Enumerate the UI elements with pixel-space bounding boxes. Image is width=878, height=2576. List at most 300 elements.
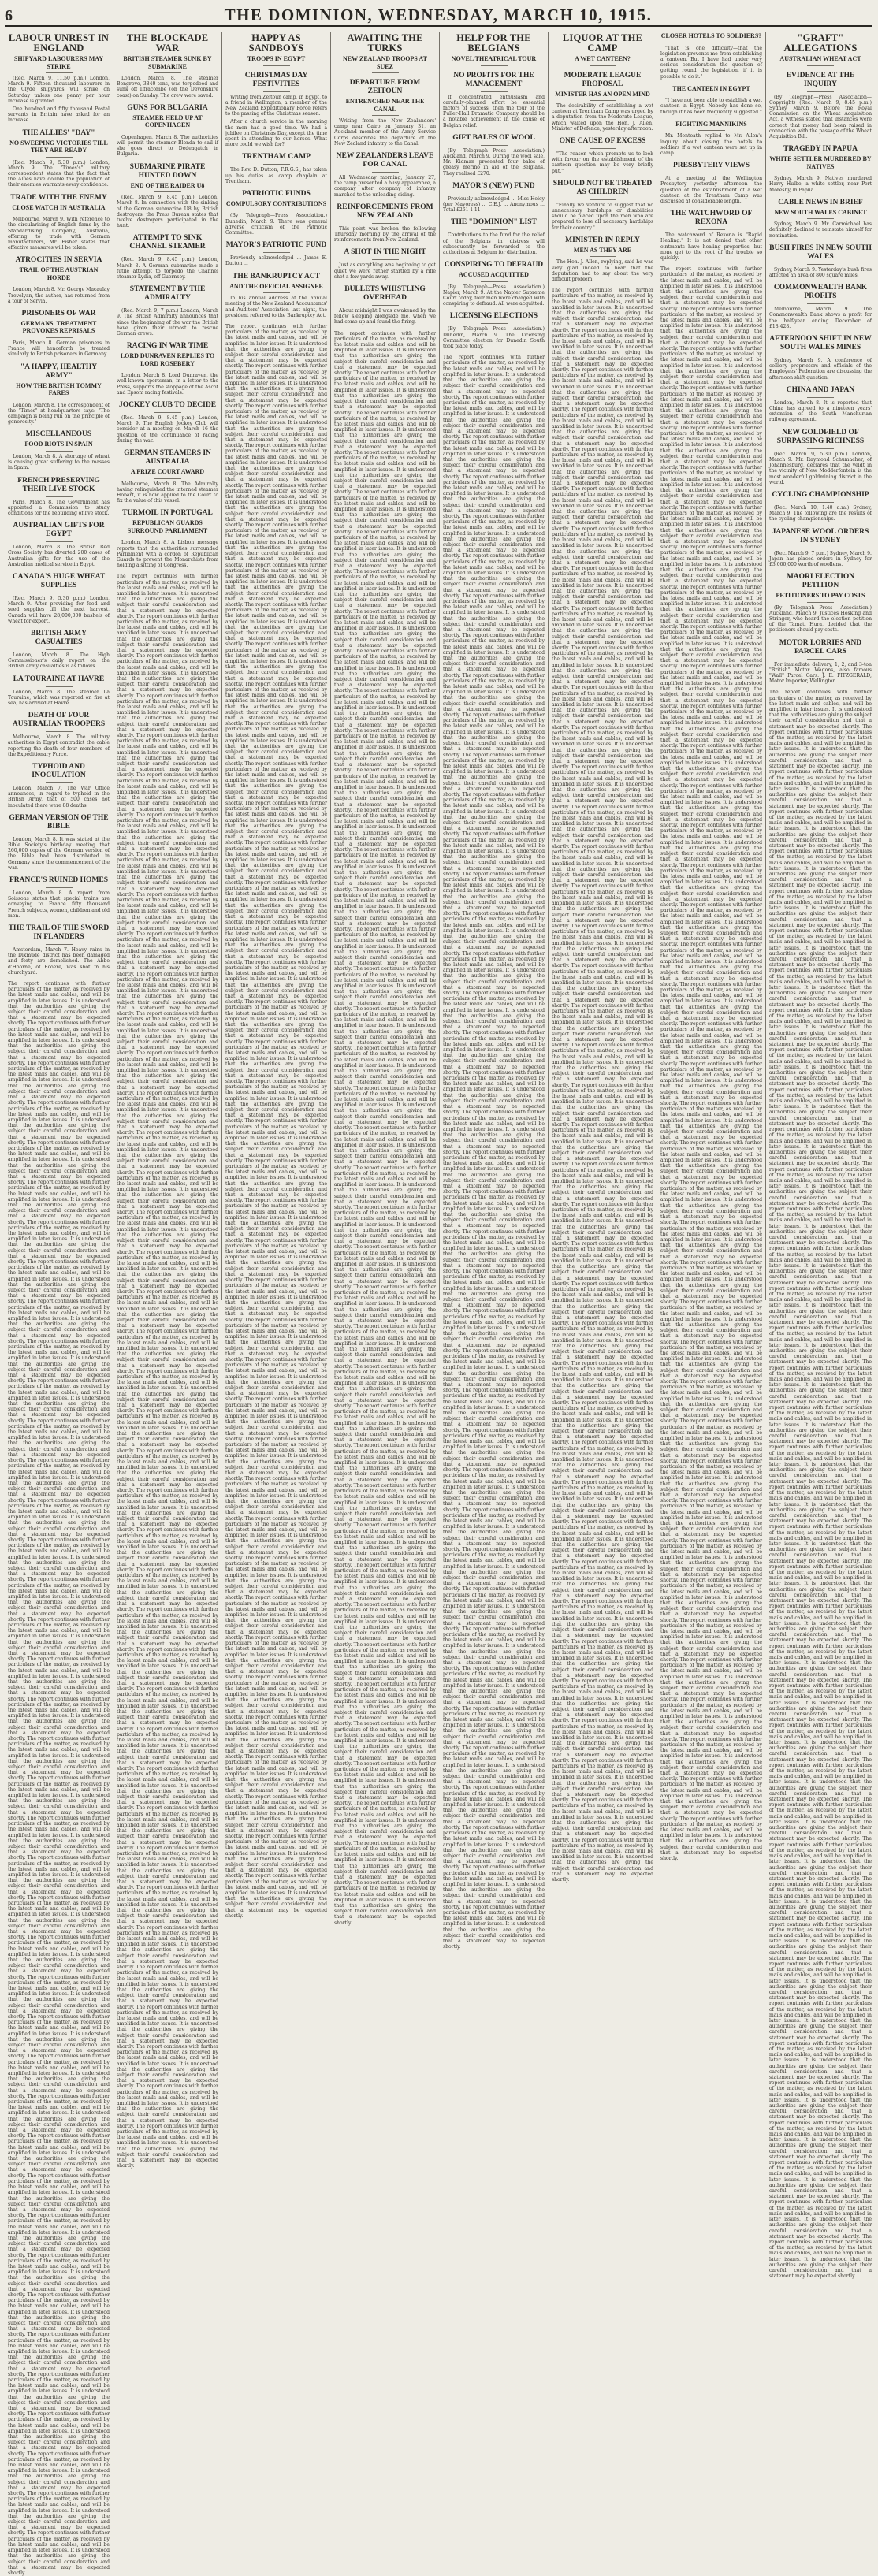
- article: [225, 190, 327, 236]
- column-2: [113, 32, 222, 2169]
- article: [8, 924, 110, 976]
- headline-rule: [481, 91, 508, 92]
- article-subhead: ENTRENCHED NEAR THE CANAL: [345, 98, 425, 113]
- article-paragraph: This point was broken the following Thursday morning by the arrival of the reinforcements from New Zealand.: [334, 225, 436, 243]
- article: [660, 162, 762, 204]
- headline-rule: [590, 256, 616, 257]
- headline-rule: [46, 686, 73, 687]
- article: [660, 121, 762, 156]
- article: [769, 284, 872, 329]
- article-subhead: TROOPS IN EGYPT: [247, 55, 306, 62]
- article-paragraph: The Rev. D. Dutton, F.R.G.S., has taken up his duties as camp chaplain at Trentham.: [225, 167, 327, 184]
- article: [769, 335, 872, 381]
- article: [769, 528, 872, 568]
- article-headline: NEW ZEALANDERS LEAVE FOR CANAL: [336, 152, 434, 169]
- article-headline: REINFORCEMENTS FROM NEW ZEALAND: [337, 203, 433, 220]
- article: [443, 261, 545, 307]
- article-paragraph: (By Telegraph—Press Association.) Auckland, March 9. During the wool sale, Mr. Kidman presented four bales of greasy merino in aid of the Belgians. They realised £270.: [443, 147, 545, 177]
- article-headline: TRENTHAM CAMP: [242, 153, 311, 162]
- article-subhead: END OF THE RAIDER U8: [130, 181, 205, 189]
- headline-rule: [481, 281, 508, 282]
- article: [769, 199, 872, 239]
- article-paragraph: Paris, March 8. The Government has appointed a Commission to study conditions for the rebuilding of live stock.: [8, 499, 110, 516]
- article-paragraph: (Rec. March 9, 7 p.m.) London, March 9. The British Admiralty announces that since the beginning of the war the British have given their utmost to rescue German crews.: [117, 308, 218, 336]
- article-paragraph: The Hon. J. Allen, replying, said he was very glad indeed to hear that the deputation had to say about the very difficult problem.: [552, 259, 653, 282]
- headline-rule: [263, 164, 290, 165]
- article: [334, 285, 436, 325]
- headline-rule: [807, 397, 834, 398]
- article-paragraph: London, March 8. A Lisbon message reports that the authorities surrounded Parliament with a cordon of Republican Guards to prevent the Monarchists from holding a sitting of Congress.: [117, 540, 218, 569]
- article-headline: MISCELLANEOUS: [25, 430, 92, 439]
- headline-rule: [807, 264, 834, 265]
- headline-rule: [807, 502, 834, 503]
- headline-rule: [372, 259, 399, 260]
- headline-rule: [154, 305, 181, 306]
- headline-rule: [590, 199, 616, 200]
- article-headline: SUBMARINE PIRATE HUNTED DOWN: [129, 162, 206, 180]
- article: [8, 763, 110, 808]
- article-paragraph: "Finally we venture to suggest that no unnecessary hardships or disabilities should be placed upon the men who are prepared to lose all necessary hardships for their country.": [552, 202, 653, 231]
- article-headline: TRADE WITH THE ENEMY: [10, 193, 107, 202]
- article-headline: THE "DOMINION" LIST: [451, 218, 537, 227]
- article-subhead: MEN AS THEY ARE: [573, 246, 632, 254]
- article-subhead: PETITIONERS TO PAY COSTS: [776, 592, 865, 600]
- article: [225, 72, 327, 148]
- article: [8, 522, 110, 567]
- article: [769, 33, 872, 66]
- column-1: [5, 32, 113, 2576]
- article-headline: LIQUOR AT THE CAMP: [562, 32, 643, 54]
- headline-rule: [372, 305, 399, 306]
- article-paragraph: London, March 8. A shortage of wheat is causing great suffering to the masses in Spain.: [8, 453, 110, 471]
- article-headline: HELP FOR THE BELGIANS: [456, 32, 531, 54]
- article-headline: PRESBYTERY VIEWS: [672, 162, 750, 170]
- article-headline: ATROCITIES IN SERVIA: [15, 256, 102, 265]
- article-subhead: MINISTER HAS AN OPEN MIND: [555, 90, 650, 98]
- article: [117, 401, 218, 444]
- article-paragraph: Just as everything was beginning to get quiet we were rather startled by a rifle shot a few yards away.: [334, 262, 436, 280]
- body-text-filler: The report continues with further particulars of the matter, as received by the latest mails and cables, and will be amplified in later issues. It is understood that the authorities are giving the subject their careful consideration and that a statement may be expected shortly. The report continues with further particulars of the matter, as received by the latest mails and cables, and will be amplified in later issues. It is understood that the authorities are giving the subject their careful consideration and that a statement may be expected shortly. The report continues with further particulars of the matter, as received by the latest mails and cables, and will be amplified in later issues. It is understood that the authorities are giving the subject their careful consideration and that a statement may be expected shortly. The report continues with further particulars of the matter, as received by the latest mails and cables, and will be amplified in later issues. It is understood that the authorities are giving the subject their careful consideration and that a statement may be expected shortly. The report continues with further particulars of the matter, as received by the latest mails and cables, and will be amplified in later issues. It is understood that the authorities are giving the subject their careful consideration and that a statement may be expected shortly. The report continues with further particulars of the matter, as received by the latest mails and cables, and will be amplified in later issues. It is understood that the authorities are giving the subject their careful consideration and that a statement may be expected shortly. The report continues with further particulars of the matter, as received by the latest mails and cables, and will be amplified in later issues. It is understood that the authorities are giving the subject their careful consideration and that a statement may be expected shortly. The report continues with further particulars of the matter, as received by the latest mails and cables, and will be amplified in later issues. It is understood that the authorities are giving the subject their careful consideration and that a statement may be expected shortly. The report continues with further particulars of the matter, as received by the latest mails and cables, and will be amplified in later issues. It is understood that the authorities are giving the subject their careful consideration and that a statement may be expected shortly. The report continues with further particulars of the matter, as received by the latest mails and cables, and will be amplified in later issues. It is understood that the authorities are giving the subject their careful consideration and that a statement may be expected shortly. The report continues with further particulars of the matter, as received by the latest mails and cables, and will be amplified in later issues. It is understood that the authorities are giving the subject their careful consideration and that a statement may be expected shortly. The report continues with further particulars of the matter, as received by the latest mails and cables, and will be amplified in later issues. It is understood that the authorities are giving the subject their careful consideration and that a statement may be expected shortly. The report continues with further particulars of the matter, as received by the latest mails and cables, and will be amplified in later issues. It is understood that the authorities are giving the subject their careful consideration and that a statement may be expected shortly. The report continues with further particulars of the matter, as received by the latest mails and cables, and will be amplified in later issues. It is understood that the authorities are giving the subject their careful consideration and that a statement may be expected shortly. The report continues with further particulars of the matter, as received by the latest mails and cables, and will be amplified in later issues. It is understood that the authorities are giving the subject their careful consideration and that a statement may be expected shortly. The report continues with further particulars of the matter, as received by the latest mails and cables, and will be amplified in later issues. It is understood that the authorities are giving the subject their careful consideration and that a statement may be expected shortly. The report continues with further particulars of the matter, as received by the latest mails and cables, and will be amplified in later issues. It is understood that the authorities are giving the subject their careful consideration and that a statement may be expected shortly. The report continues with further particulars of the matter, as received by the latest mails and cables, and will be amplified in later issues. It is understood that the authorities are giving the subject their careful consideration and that a statement may be expected shortly. The report continues with further particulars of the matter, as received by the latest mails and cables, and will be amplified in later issues. It is understood that the authorities are giving the subject their careful consideration and that a statement may be expected shortly. The report continues with further particulars of the matter, as received by the latest mails and cables, and will be amplified in later issues. It is understood that the authorities are giving the subject their careful consideration and that a statement may be expected shortly. The report continues with further particulars of the matter, as received by the latest mails and cables, and will be amplified in later issues. It is understood that the authorities are giving the subject their careful consideration and that a statement may be expected shortly. The report continues with further particulars of the matter, as received by the latest mails and cables, and will be amplified in later issues. It is understood that the authorities are giving the subject their careful consideration and that a statement may be expected shortly. The report continues with further particulars of the matter, as received by the latest mails and cables, and will be amplified in later issues. It is understood that the authorities are giving the subject their careful consideration and that a statement may be expected shortly. The report continues with further particulars of the matter, as received by the latest mails and cables, and will be amplified in later issues. It is understood that the authorities are giving the subject their careful consideration and that a statement may be expected shortly. The report continues with further particulars of the matter, as received by the latest mails and cables, and will be amplified in later issues. It is understood that the authorities are giving the subject their careful consideration and that a statement may be expected shortly. The report continues with further particulars of the matter, as received by the latest mails and cables, and will be amplified in later issues. It is understood that the authorities are giving the subject their careful consideration and that a statement may be expected shortly. The report continues with further particulars of the matter, as received by the latest mails and cables, and will be amplified in later issues. It is understood that the authorities are giving the subject their careful consideration and that a statement may be expected shortly. The report continues with further particulars of the matter, as received by the latest mails and cables, and will be amplified in later issues. It is understood that the authorities are giving the subject their careful consideration and that a statement may be expected shortly. The report continues with further particulars of the matter, as received by the latest mails and cables, and will be amplified in later issues. It is understood that the authorities are giving the subject their careful consideration and that a statement may be expected shortly. The report continues with further particulars of the matter, as received by the latest mails and cables, and will be amplified in later issues. It is understood that the authorities are giving the subject their careful consideration and that a statement may be expected shortly. The report continues with further particulars of the matter, as received by the latest mails and cables, and will be amplified in later issues. It is understood that the authorities are giving the subject their careful consideration and that a statement may be expected shortly. The report continues with further particulars of the matter, as received by the latest mails and cables, and will be amplified in later issues. It is understood that the authorities are giving the subject their careful consideration and that a statement may be expected shortly. The report continues with further particulars of the matter, as received by the latest mails and cables, and will be amplified in later issues. It is understood that the authorities are giving the subject their careful consideration and that a statement may be expected shortly. The report continues with further particulars of the matter, as received by the latest mails and cables, and will be amplified in later issues. It is understood that the authorities are giving the subject their careful consideration and that a statement may be expected shortly. The report continues with further particulars of the matter, as received by the latest mails and cables, and will be amplified in later issues. It is understood that the authorities are giving the subject their careful consideration and that a statement may be expected shortly. The report continues with further particulars of the matter, as received by the latest mails and cables, and will be amplified in later issues. It is understood that the authorities are giving the subject their careful consideration and that a statement may be expected shortly. The report continues with further particulars of the matter, as received by the latest mails and cables, and will be amplified in later issues. It is understood that the authorities are giving the subject their careful consideration and that a statement may be expected shortly. The report continues with further particulars of the matter, as received by the latest mails and cables, and will be amplified in later issues. It is understood that the authorities are giving the subject their careful consideration and that a statement may be expected shortly. The report continues with further particulars of the matter, as received by the latest mails and cables, and will be amplified in later issues. It is understood that the authorities are giving the subject their careful consideration and that a statement may be expected shortly. The report continues with further particulars of the matter, as received by the latest mails and cables, and will be amplified in later issues. It is understood that the authorities are giving the subject their careful consideration and that a statement may be expected shortly.: [334, 330, 436, 1926]
- article-headline: STATEMENT BY THE ADMIRALTY: [129, 285, 206, 303]
- article: [552, 236, 653, 282]
- article-paragraph: (Rec. March 9, 8.45 p.m.) London, March 8. A German submarine made a futile attempt to torpedo the Channel steamer Lydia, off Guernsey.: [117, 257, 218, 280]
- article-headline: EVIDENCE AT THE INQUIRY: [786, 71, 855, 88]
- article-paragraph: London, March 7. The War Office announces, in regard to typhoid in the British Army, that of 500 cases not inoculated there were 88 deaths.: [8, 785, 110, 808]
- headline-rule: [807, 91, 834, 92]
- article: [443, 72, 545, 128]
- headline-rule: [481, 65, 508, 66]
- article-headline: NEW GOLDFIELD OF SURPASSING RICHNESS: [776, 428, 865, 445]
- headline-rule: [46, 782, 73, 783]
- article: [334, 248, 436, 280]
- article: [8, 430, 110, 470]
- article-paragraph: For immediate delivery, 1, 2, and 3-ton "British" Motor Wagons, also famous "Wall" Parcel Cars. J. E. FITZGERALD, Motor Importer, Wellington.: [769, 661, 872, 685]
- article-subhead: FIGHTING MANNIKINS: [675, 120, 747, 128]
- article-paragraph: About midnight I was awakened by the fellow sleeping alongside me, when we had come up and found the firing.: [334, 308, 436, 325]
- article: [8, 630, 110, 670]
- article-paragraph: London, March 8. The British Red Cross Society has diverted 200 cases of Australian gifts for the use of the Australian medical service in Egypt.: [8, 545, 110, 567]
- headline-rule: [698, 130, 725, 131]
- body-text-filler: The report continues with further particulars of the matter, as received by the latest mails and cables, and will be amplified in later issues. It is understood that the authorities are giving the subject their careful consideration and that a statement may be expected shortly. The report continues with further particulars of the matter, as received by the latest mails and cables, and will be amplified in later issues. It is understood that the authorities are giving the subject their careful consideration and that a statement may be expected shortly. The report continues with further particulars of the matter, as received by the latest mails and cables, and will be amplified in later issues. It is understood that the authorities are giving the subject their careful consideration and that a statement may be expected shortly. The report continues with further particulars of the matter, as received by the latest mails and cables, and will be amplified in later issues. It is understood that the authorities are giving the subject their careful consideration and that a statement may be expected shortly. The report continues with further particulars of the matter, as received by the latest mails and cables, and will be amplified in later issues. It is understood that the authorities are giving the subject their careful consideration and that a statement may be expected shortly. The report continues with further particulars of the matter, as received by the latest mails and cables, and will be amplified in later issues. It is understood that the authorities are giving the subject their careful consideration and that a statement may be expected shortly. The report continues with further particulars of the matter, as received by the latest mails and cables, and will be amplified in later issues. It is understood that the authorities are giving the subject their careful consideration and that a statement may be expected shortly. The report continues with further particulars of the matter, as received by the latest mails and cables, and will be amplified in later issues. It is understood that the authorities are giving the subject their careful consideration and that a statement may be expected shortly. The report continues with further particulars of the matter, as received by the latest mails and cables, and will be amplified in later issues. It is understood that the authorities are giving the subject their careful consideration and that a statement may be expected shortly. The report continues with further particulars of the matter, as received by the latest mails and cables, and will be amplified in later issues. It is understood that the authorities are giving the subject their careful consideration and that a statement may be expected shortly. The report continues with further particulars of the matter, as received by the latest mails and cables, and will be amplified in later issues. It is understood that the authorities are giving the subject their careful consideration and that a statement may be expected shortly. The report continues with further particulars of the matter, as received by the latest mails and cables, and will be amplified in later issues. It is understood that the authorities are giving the subject their careful consideration and that a statement may be expected shortly. The report continues with further particulars of the matter, as received by the latest mails and cables, and will be amplified in later issues. It is understood that the authorities are giving the subject their careful consideration and that a statement may be expected shortly. The report continues with further particulars of the matter, as received by the latest mails and cables, and will be amplified in later issues. It is understood that the authorities are giving the subject their careful consideration and that a statement may be expected shortly. The report continues with further particulars of the matter, as received by the latest mails and cables, and will be amplified in later issues. It is understood that the authorities are giving the subject their careful consideration and that a statement may be expected shortly. The report continues with further particulars of the matter, as received by the latest mails and cables, and will be amplified in later issues. It is understood that the authorities are giving the subject their careful consideration and that a statement may be expected shortly. The report continues with further particulars of the matter, as received by the latest mails and cables, and will be amplified in later issues. It is understood that the authorities are giving the subject their careful consideration and that a statement may be expected shortly. The report continues with further particulars of the matter, as received by the latest mails and cables, and will be amplified in later issues. It is understood that the authorities are giving the subject their careful consideration and that a statement may be expected shortly. The report continues with further particulars of the matter, as received by the latest mails and cables, and will be amplified in later issues. It is understood that the authorities are giving the subject their careful consideration and that a statement may be expected shortly. The report continues with further particulars of the matter, as received by the latest mails and cables, and will be amplified in later issues. It is understood that the authorities are giving the subject their careful consideration and that a statement may be expected shortly. The report continues with further particulars of the matter, as received by the latest mails and cables, and will be amplified in later issues. It is understood that the authorities are giving the subject their careful consideration and that a statement may be expected shortly. The report continues with further particulars of the matter, as received by the latest mails and cables, and will be amplified in later issues. It is understood that the authorities are giving the subject their careful consideration and that a statement may be expected shortly. The report continues with further particulars of the matter, as received by the latest mails and cables, and will be amplified in later issues. It is understood that the authorities are giving the subject their careful consideration and that a statement may be expected shortly. The report continues with further particulars of the matter, as received by the latest mails and cables, and will be amplified in later issues. It is understood that the authorities are giving the subject their careful consideration and that a statement may be expected shortly. The report continues with further particulars of the matter, as received by the latest mails and cables, and will be amplified in later issues. It is understood that the authorities are giving the subject their careful consideration and that a statement may be expected shortly. The report continues with further particulars of the matter, as received by the latest mails and cables, and will be amplified in later issues. It is understood that the authorities are giving the subject their careful consideration and that a statement may be expected shortly. The report continues with further particulars of the matter, as received by the latest mails and cables, and will be amplified in later issues. It is understood that the authorities are giving the subject their careful consideration and that a statement may be expected shortly. The report continues with further particulars of the matter, as received by the latest mails and cables, and will be amplified in later issues. It is understood that the authorities are giving the subject their careful consideration and that a statement may be expected shortly. The report continues with further particulars of the matter, as received by the latest mails and cables, and will be amplified in later issues. It is understood that the authorities are giving the subject their careful consideration and that a statement may be expected shortly. The report continues with further particulars of the matter, as received by the latest mails and cables, and will be amplified in later issues. It is understood that the authorities are giving the subject their careful consideration and that a statement may be expected shortly. The report continues with further particulars of the matter, as received by the latest mails and cables, and will be amplified in later issues. It is understood that the authorities are giving the subject their careful consideration and that a statement may be expected shortly. The report continues with further particulars of the matter, as received by the latest mails and cables, and will be amplified in later issues. It is understood that the authorities are giving the subject their careful consideration and that a statement may be expected shortly. The report continues with further particulars of the matter, as received by the latest mails and cables, and will be amplified in later issues. It is understood that the authorities are giving the subject their careful consideration and that a statement may be expected shortly. The report continues with further particulars of the matter, as received by the latest mails and cables, and will be amplified in later issues. It is understood that the authorities are giving the subject their careful consideration and that a statement may be expected shortly. The report continues with further particulars of the matter, as received by the latest mails and cables, and will be amplified in later issues. It is understood that the authorities are giving the subject their careful consideration and that a statement may be expected shortly. The report continues with further particulars of the matter, as received by the latest mails and cables, and will be amplified in later issues. It is understood that the authorities are giving the subject their careful consideration and that a statement may be expected shortly. The report continues with further particulars of the matter, as received by the latest mails and cables, and will be amplified in later issues. It is understood that the authorities are giving the subject their careful consideration and that a statement may be expected shortly. The report continues with further particulars of the matter, as received by the latest mails and cables, and will be amplified in later issues. It is understood that the authorities are giving the subject their careful consideration and that a statement may be expected shortly. The report continues with further particulars of the matter, as received by the latest mails and cables, and will be amplified in later issues. It is understood that the authorities are giving the subject their careful consideration and that a statement may be expected shortly. The report continues with further particulars of the matter, as received by the latest mails and cables, and will be amplified in later issues. It is understood that the authorities are giving the subject their careful consideration and that a statement may be expected shortly.: [117, 574, 218, 2169]
- article-subhead: REPUBLICAN GUARDS SURROUND PARLIAMENT: [127, 519, 208, 534]
- headline-rule: [263, 91, 290, 92]
- headline-rule: [154, 478, 181, 479]
- article-paragraph: (Rec. March 9, 5.30 p.m.) London, March 9. Mr. Raymond Schumacher, of Johannesburg, declares that the veldt in the vicinity of New Modderfontein is the most wonderful goldmining district in the world.: [769, 451, 872, 485]
- article-subhead: NO SWEEPING VICTORIES TILL THEY ARE READY: [9, 139, 108, 154]
- headline-rule: [481, 229, 508, 230]
- article: [225, 33, 327, 66]
- article-paragraph: (Rec. March 9, 5.30 p.m.) London, March 9. After providing for food and seed supplies till the next harvest, Canada will have 28,000,000 bushels of wheat for export.: [8, 595, 110, 624]
- headline-rule: [154, 72, 181, 73]
- article-subhead: ACCUSED ACQUITTED: [459, 271, 529, 279]
- headline-rule: [46, 649, 73, 650]
- article-paragraph: London, March 8. The correspondent of the "Times" at headquarters says: "The campaign is being run on the principle of generosity.": [8, 402, 110, 426]
- article-subhead: GERMANS' TREATMENT PROVOKES REPRISALS: [20, 319, 97, 335]
- headline-rule: [46, 451, 73, 452]
- headline-rule: [481, 323, 508, 324]
- article-headline: FRENCH PRESERVING THEIR LIVE STOCK: [17, 476, 100, 493]
- article-paragraph: London, March 8. It was stated at the Bible Society's birthday meeting that 260,000 copies of the German version of the Bible had been distributed in Germany since the commencement of the war.: [8, 836, 110, 871]
- article: [8, 675, 110, 707]
- article-headline: BUSH FIRES IN NEW SOUTH WALES: [769, 243, 872, 261]
- article-paragraph: (By Telegraph—Press Association.) Dunedin, March 9. There was general adverse criticism of the Patriotic Committee.: [225, 213, 327, 236]
- article: [117, 234, 218, 280]
- article-paragraph: London, March 8. The steamer La Touraine, which was reported on fire at sea, has arrived at Havre.: [8, 689, 110, 706]
- article: [8, 477, 110, 517]
- article-headline: CONSPIRING TO DEFRAUD: [444, 261, 544, 269]
- headline-rule: [46, 887, 73, 888]
- article: [660, 85, 762, 115]
- article-subhead: NOVEL THEATRICAL TOUR: [451, 55, 537, 62]
- article-headline: TYPHOID AND INOCULATION: [32, 762, 86, 779]
- article-paragraph: London, March 8. Lord Dunraven, the well-known sportsman, in a letter to the Press, supports the stoppage of the Ascot and Epsom racing festivals.: [117, 373, 218, 396]
- article-paragraph: At a meeting of the Wellington Presbytery yesterday afternoon the question of the establishment of a wet canteen at the Trentham Camp was discussed at considerable length.: [660, 176, 762, 204]
- article: [552, 33, 653, 66]
- headline-rule: [807, 65, 834, 66]
- article-headline: GIFT BALES OF WOOL: [452, 133, 535, 142]
- article-headline: LABOUR UNREST IN ENGLAND: [8, 32, 110, 54]
- article-paragraph: All Wednesday morning, January 27, the camp presented a busy appearance, a company after company of infantry marched to the unloading siding.: [334, 175, 436, 198]
- article: [552, 72, 653, 132]
- article-subhead: CLOSE WATCH IN AUSTRALIA: [12, 203, 106, 211]
- headline-rule: [46, 337, 73, 338]
- article-headline: GUNS FOR BULGARIA: [127, 103, 208, 112]
- article-paragraph: If concentrated enthusiasm and carefully-planned effort be essential factors of success, then the tour of the Fuller-Hall Dramatic Company should be a notable achievement in the cause of Belgian relief.: [443, 94, 545, 128]
- article-headline: "A HAPPY, HEALTHY ARMY": [20, 362, 98, 380]
- headline-rule: [372, 172, 399, 173]
- page-number: 6: [5, 7, 13, 24]
- article-paragraph: London, March 8. It is reported that China has agreed to a nineteen years' extension of the South Manchurian railway agreement.: [769, 400, 872, 423]
- article-subhead: WHITE SETTLER MURDERED BY NATIVES: [769, 155, 872, 170]
- article: [117, 285, 218, 336]
- headline-rule: [807, 303, 834, 304]
- article-paragraph: Sydney, March 9. Natives murdered Harry Hulbe, a white settler, near Port Moresby, in Papua.: [769, 176, 872, 193]
- article: [769, 491, 872, 522]
- article: [443, 218, 545, 255]
- headline-rule: [46, 496, 73, 497]
- article-headline: COMMONWEALTH BANK PROFITS: [773, 284, 868, 301]
- headline-rule: [481, 193, 508, 194]
- article: [117, 163, 218, 229]
- headline-rule: [590, 148, 616, 149]
- article-headline: GERMAN VERSION OF THE BIBLE: [9, 813, 109, 831]
- article-headline: MOTOR LORRIES AND PARCEL CARS: [779, 638, 862, 656]
- article: [225, 241, 327, 266]
- headline-rule: [372, 115, 399, 116]
- headline-rule: [698, 229, 725, 230]
- article-subhead: THE CANTEEN IN EGYPT: [672, 84, 750, 92]
- headline-rule: [46, 157, 73, 158]
- body-text-filler: The report continues with further particulars of the matter, as received by the latest mails and cables, and will be amplified in later issues. It is understood that the authorities are giving the subject their careful consideration and that a statement may be expected shortly. The report continues with further particulars of the matter, as received by the latest mails and cables, and will be amplified in later issues. It is understood that the authorities are giving the subject their careful consideration and that a statement may be expected shortly. The report continues with further particulars of the matter, as received by the latest mails and cables, and will be amplified in later issues. It is understood that the authorities are giving the subject their careful consideration and that a statement may be expected shortly. The report continues with further particulars of the matter, as received by the latest mails and cables, and will be amplified in later issues. It is understood that the authorities are giving the subject their careful consideration and that a statement may be expected shortly. The report continues with further particulars of the matter, as received by the latest mails and cables, and will be amplified in later issues. It is understood that the authorities are giving the subject their careful consideration and that a statement may be expected shortly. The report continues with further particulars of the matter, as received by the latest mails and cables, and will be amplified in later issues. It is understood that the authorities are giving the subject their careful consideration and that a statement may be expected shortly. The report continues with further particulars of the matter, as received by the latest mails and cables, and will be amplified in later issues. It is understood that the authorities are giving the subject their careful consideration and that a statement may be expected shortly. The report continues with further particulars of the matter, as received by the latest mails and cables, and will be amplified in later issues. It is understood that the authorities are giving the subject their careful consideration and that a statement may be expected shortly. The report continues with further particulars of the matter, as received by the latest mails and cables, and will be amplified in later issues. It is understood that the authorities are giving the subject their careful consideration and that a statement may be expected shortly. The report continues with further particulars of the matter, as received by the latest mails and cables, and will be amplified in later issues. It is understood that the authorities are giving the subject their careful consideration and that a statement may be expected shortly. The report continues with further particulars of the matter, as received by the latest mails and cables, and will be amplified in later issues. It is understood that the authorities are giving the subject their careful consideration and that a statement may be expected shortly. The report continues with further particulars of the matter, as received by the latest mails and cables, and will be amplified in later issues. It is understood that the authorities are giving the subject their careful consideration and that a statement may be expected shortly. The report continues with further particulars of the matter, as received by the latest mails and cables, and will be amplified in later issues. It is understood that the authorities are giving the subject their careful consideration and that a statement may be expected shortly. The report continues with further particulars of the matter, as received by the latest mails and cables, and will be amplified in later issues. It is understood that the authorities are giving the subject their careful consideration and that a statement may be expected shortly. The report continues with further particulars of the matter, as received by the latest mails and cables, and will be amplified in later issues. It is understood that the authorities are giving the subject their careful consideration and that a statement may be expected shortly. The report continues with further particulars of the matter, as received by the latest mails and cables, and will be amplified in later issues. It is understood that the authorities are giving the subject their careful consideration and that a statement may be expected shortly. The report continues with further particulars of the matter, as received by the latest mails and cables, and will be amplified in later issues. It is understood that the authorities are giving the subject their careful consideration and that a statement may be expected shortly. The report continues with further particulars of the matter, as received by the latest mails and cables, and will be amplified in later issues. It is understood that the authorities are giving the subject their careful consideration and that a statement may be expected shortly. The report continues with further particulars of the matter, as received by the latest mails and cables, and will be amplified in later issues. It is understood that the authorities are giving the subject their careful consideration and that a statement may be expected shortly. The report continues with further particulars of the matter, as received by the latest mails and cables, and will be amplified in later issues. It is understood that the authorities are giving the subject their careful consideration and that a statement may be expected shortly. The report continues with further particulars of the matter, as received by the latest mails and cables, and will be amplified in later issues. It is understood that the authorities are giving the subject their careful consideration and that a statement may be expected shortly. The report continues with further particulars of the matter, as received by the latest mails and cables, and will be amplified in later issues. It is understood that the authorities are giving the subject their careful consideration and that a statement may be expected shortly. The report continues with further particulars of the matter, as received by the latest mails and cables, and will be amplified in later issues. It is understood that the authorities are giving the subject their careful consideration and that a statement may be expected shortly. The report continues with further particulars of the matter, as received by the latest mails and cables, and will be amplified in later issues. It is understood that the authorities are giving the subject their careful consideration and that a statement may be expected shortly. The report continues with further particulars of the matter, as received by the latest mails and cables, and will be amplified in later issues. It is understood that the authorities are giving the subject their careful consideration and that a statement may be expected shortly. The report continues with further particulars of the matter, as received by the latest mails and cables, and will be amplified in later issues. It is understood that the authorities are giving the subject their careful consideration and that a statement may be expected shortly. The report continues with further particulars of the matter, as received by the latest mails and cables, and will be amplified in later issues. It is understood that the authorities are giving the subject their careful consideration and that a statement may be expected shortly. The report continues with further particulars of the matter, as received by the latest mails and cables, and will be amplified in later issues. It is understood that the authorities are giving the subject their careful consideration and that a statement may be expected shortly. The report continues with further particulars of the matter, as received by the latest mails and cables, and will be amplified in later issues. It is understood that the authorities are giving the subject their careful consideration and that a statement may be expected shortly. The report continues with further particulars of the matter, as received by the latest mails and cables, and will be amplified in later issues. It is understood that the authorities are giving the subject their careful consideration and that a statement may be expected shortly. The report continues with further particulars of the matter, as received by the latest mails and cables, and will be amplified in later issues. It is understood that the authorities are giving the subject their careful consideration and that a statement may be expected shortly. The report continues with further particulars of the matter, as received by the latest mails and cables, and will be amplified in later issues. It is understood that the authorities are giving the subject their careful consideration and that a statement may be expected shortly. The report continues with further particulars of the matter, as received by the latest mails and cables, and will be amplified in later issues. It is understood that the authorities are giving the subject their careful consideration and that a statement may be expected shortly. The report continues with further particulars of the matter, as received by the latest mails and cables, and will be amplified in later issues. It is understood that the authorities are giving the subject their careful consideration and that a statement may be expected shortly. The report continues with further particulars of the matter, as received by the latest mails and cables, and will be amplified in later issues. It is understood that the authorities are giving the subject their careful consideration and that a statement may be expected shortly. The report continues with further particulars of the matter, as received by the latest mails and cables, and will be amplified in later issues. It is understood that the authorities are giving the subject their careful consideration and that a statement may be expected shortly. The report continues with further particulars of the matter, as received by the latest mails and cables, and will be amplified in later issues. It is understood that the authorities are giving the subject their careful consideration and that a statement may be expected shortly. The report continues with further particulars of the matter, as received by the latest mails and cables, and will be amplified in later issues. It is understood that the authorities are giving the subject their careful consideration and that a statement may be expected shortly. The report continues with further particulars of the matter, as received by the latest mails and cables, and will be amplified in later issues. It is understood that the authorities are giving the subject their careful consideration and that a statement may be expected shortly. The report continues with further particulars of the matter, as received by the latest mails and cables, and will be amplified in later issues. It is understood that the authorities are giving the subject their careful consideration and that a statement may be expected shortly.: [8, 981, 110, 2576]
- article-paragraph: (Rec. March 9, 8.45 p.m.) London, March 8. In connection with the sinking of the German submarine U8 by British destroyers, the Press Bureau states that twelve destroyers participated in the hunt.: [117, 195, 218, 229]
- article-headline: RACING IN WAR TIME: [126, 342, 209, 351]
- headline-rule: [807, 602, 834, 603]
- headline-rule: [46, 834, 73, 835]
- headline-rule: [46, 731, 73, 732]
- article: [769, 244, 872, 278]
- article-paragraph: Writing from Zeitoun camp, in Egypt, to a friend in Wellington, a member of the New Zealand Expeditionary Force refers to the passing of the Christmas season.: [225, 94, 327, 117]
- article-headline: THE BANKRUPTCY ACT: [232, 272, 321, 281]
- article-paragraph: "The reason which prompts us to look with favour on the establishment of the canteen question may be very briefly put.": [552, 151, 653, 174]
- article: [769, 145, 872, 193]
- article-headline: TURMOIL IN PORTUGAL: [122, 509, 213, 518]
- article-headline: DEATH OF FOUR AUSTRALIAN TROOPERS: [12, 712, 106, 729]
- headline-rule: [263, 65, 290, 66]
- headline-rule: [154, 191, 181, 192]
- article-headline: ATTEMPT TO SINK CHANNEL STEAMER: [129, 234, 206, 251]
- article: [8, 256, 110, 304]
- article-headline: MAORI ELECTION PETITION: [786, 573, 855, 590]
- article-paragraph: Melbourne, March 8. The military authorities in Egypt contradict the cable reporting the death of four members of the Expeditionary Force.: [8, 734, 110, 757]
- article-paragraph: After a church service in the morning the men had a good time. We had a jubilee on Christmas Day, except the time spent in attending to our horses. What more could we wish for?: [225, 119, 327, 148]
- article-subhead: AUSTRALIAN WHEAT ACT: [779, 55, 861, 62]
- article: [769, 639, 872, 685]
- article-paragraph: Contributions to the fund for the relief of the Belgians in distress will subsequently be forwarded to the authorities at Belgium for distribution.: [443, 232, 545, 255]
- article: [443, 312, 545, 349]
- article-headline: THE TRAIL OF THE SWORD IN FLANDERS: [8, 924, 110, 942]
- article-paragraph: Sydney, March 9. A conference of colliery proprietors and officials of the Employees' Federation are discussing the afternoon shift question.: [769, 358, 872, 381]
- columns-container: [5, 32, 872, 2576]
- article-headline: AUSTRALIAN GIFTS FOR EGYPT: [13, 522, 105, 539]
- article-paragraph: One hundred and fifty thousand Postal servants in Britain have asked for an increase.: [8, 106, 110, 124]
- article-subhead: LORD DUNRAVEN REPLIES TO LORD ROSEBERY: [120, 352, 215, 367]
- article-headline: BRITISH ARMY CASUALTIES: [31, 629, 87, 646]
- column-6: [549, 32, 657, 1883]
- article: [117, 33, 218, 99]
- article-subhead: FOOD RIOTS IN SPAIN: [24, 440, 93, 448]
- article-headline: CABLE NEWS IN BRIEF: [778, 198, 863, 206]
- article-paragraph: Melbourne, March 8. The Admiralty having relinquished the interned steamer Hobart, it is now applied to the Court to fix the value of this vessel.: [117, 481, 218, 504]
- headline-rule: [372, 223, 399, 224]
- article: [660, 210, 762, 261]
- headline-rule: [807, 659, 834, 660]
- article-paragraph: Sydney, March 9. Yesterday's bush fires affected an area of 800 square miles.: [769, 266, 872, 279]
- article-paragraph: (Rec. March 10, 1.40 a.m.) Sydney, March 9. The following are the results of the cycling championships.: [769, 504, 872, 522]
- article: [660, 32, 762, 80]
- article: [334, 152, 436, 198]
- article-headline: MODERATE LEAGUE PROPOSAL: [564, 71, 642, 88]
- newspaper-title: THE DOMINION, WEDNESDAY, MARCH 10, 1915.: [224, 6, 653, 24]
- article-paragraph: Writing from the New Zealanders' camp near Cairo on January 31, an Auckland member of the Army Service Corps describes the departure of the New Zealand infantry to the Canal.: [334, 118, 436, 147]
- article-paragraph: Previously acknowledged ... Miss Heley (per Mayoress) ... C.E.J. ... Anonymous ... Total £261 1 11: [443, 195, 545, 214]
- article-headline: BULLETS WHISTLING OVERHEAD: [344, 285, 426, 303]
- article: [117, 509, 218, 568]
- headline-rule: [481, 145, 508, 146]
- article: [552, 180, 653, 231]
- article-paragraph: Melbourne, March 9. The Commonwealth Bank shows a profit for the half-year ending December of £18,428.: [769, 307, 872, 329]
- article: [225, 273, 327, 318]
- article: [8, 573, 110, 624]
- headline-rule: [372, 72, 399, 73]
- article-paragraph: (Rec. March 9, 7 p.m.) Sydney, March 9. Japan has placed orders in Sydney for £3,000,000 worth of woollens.: [769, 550, 872, 567]
- article-paragraph: (By Telegraph—Press Association.) Auckland, March 9. Justices Hosking and Stringer, who heard the election petition of the Tamati Hura, decided that the petitioners should pay costs.: [769, 604, 872, 634]
- body-text-filler: The report continues with further particulars of the matter, as received by the latest mails and cables, and will be amplified in later issues. It is understood that the authorities are giving the subject their careful consideration and that a statement may be expected shortly. The report continues with further particulars of the matter, as received by the latest mails and cables, and will be amplified in later issues. It is understood that the authorities are giving the subject their careful consideration and that a statement may be expected shortly. The report continues with further particulars of the matter, as received by the latest mails and cables, and will be amplified in later issues. It is understood that the authorities are giving the subject their careful consideration and that a statement may be expected shortly. The report continues with further particulars of the matter, as received by the latest mails and cables, and will be amplified in later issues. It is understood that the authorities are giving the subject their careful consideration and that a statement may be expected shortly. The report continues with further particulars of the matter, as received by the latest mails and cables, and will be amplified in later issues. It is understood that the authorities are giving the subject their careful consideration and that a statement may be expected shortly. The report continues with further particulars of the matter, as received by the latest mails and cables, and will be amplified in later issues. It is understood that the authorities are giving the subject their careful consideration and that a statement may be expected shortly. The report continues with further particulars of the matter, as received by the latest mails and cables, and will be amplified in later issues. It is understood that the authorities are giving the subject their careful consideration and that a statement may be expected shortly. The report continues with further particulars of the matter, as received by the latest mails and cables, and will be amplified in later issues. It is understood that the authorities are giving the subject their careful consideration and that a statement may be expected shortly. The report continues with further particulars of the matter, as received by the latest mails and cables, and will be amplified in later issues. It is understood that the authorities are giving the subject their careful consideration and that a statement may be expected shortly. The report continues with further particulars of the matter, as received by the latest mails and cables, and will be amplified in later issues. It is understood that the authorities are giving the subject their careful consideration and that a statement may be expected shortly. The report continues with further particulars of the matter, as received by the latest mails and cables, and will be amplified in later issues. It is understood that the authorities are giving the subject their careful consideration and that a statement may be expected shortly. The report continues with further particulars of the matter, as received by the latest mails and cables, and will be amplified in later issues. It is understood that the authorities are giving the subject their careful consideration and that a statement may be expected shortly. The report continues with further particulars of the matter, as received by the latest mails and cables, and will be amplified in later issues. It is understood that the authorities are giving the subject their careful consideration and that a statement may be expected shortly. The report continues with further particulars of the matter, as received by the latest mails and cables, and will be amplified in later issues. It is understood that the authorities are giving the subject their careful consideration and that a statement may be expected shortly. The report continues with further particulars of the matter, as received by the latest mails and cables, and will be amplified in later issues. It is understood that the authorities are giving the subject their careful consideration and that a statement may be expected shortly. The report continues with further particulars of the matter, as received by the latest mails and cables, and will be amplified in later issues. It is understood that the authorities are giving the subject their careful consideration and that a statement may be expected shortly. The report continues with further particulars of the matter, as received by the latest mails and cables, and will be amplified in later issues. It is understood that the authorities are giving the subject their careful consideration and that a statement may be expected shortly. The report continues with further particulars of the matter, as received by the latest mails and cables, and will be amplified in later issues. It is understood that the authorities are giving the subject their careful consideration and that a statement may be expected shortly. The report continues with further particulars of the matter, as received by the latest mails and cables, and will be amplified in later issues. It is understood that the authorities are giving the subject their careful consideration and that a statement may be expected shortly. The report continues with further particulars of the matter, as received by the latest mails and cables, and will be amplified in later issues. It is understood that the authorities are giving the subject their careful consideration and that a statement may be expected shortly. The report continues with further particulars of the matter, as received by the latest mails and cables, and will be amplified in later issues. It is understood that the authorities are giving the subject their careful consideration and that a statement may be expected shortly. The report continues with further particulars of the matter, as received by the latest mails and cables, and will be amplified in later issues. It is understood that the authorities are giving the subject their careful consideration and that a statement may be expected shortly. The report continues with further particulars of the matter, as received by the latest mails and cables, and will be amplified in later issues. It is understood that the authorities are giving the subject their careful consideration and that a statement may be expected shortly. The report continues with further particulars of the matter, as received by the latest mails and cables, and will be amplified in later issues. It is understood that the authorities are giving the subject their careful consideration and that a statement may be expected shortly. The report continues with further particulars of the matter, as received by the latest mails and cables, and will be amplified in later issues. It is understood that the authorities are giving the subject their careful consideration and that a statement may be expected shortly. The report continues with further particulars of the matter, as received by the latest mails and cables, and will be amplified in later issues. It is understood that the authorities are giving the subject their careful consideration and that a statement may be expected shortly. The report continues with further particulars of the matter, as received by the latest mails and cables, and will be amplified in later issues. It is understood that the authorities are giving the subject their careful consideration and that a statement may be expected shortly. The report continues with further particulars of the matter, as received by the latest mails and cables, and will be amplified in later issues. It is understood that the authorities are giving the subject their careful consideration and that a statement may be expected shortly. The report continues with further particulars of the matter, as received by the latest mails and cables, and will be amplified in later issues. It is understood that the authorities are giving the subject their careful consideration and that a statement may be expected shortly. The report continues with further particulars of the matter, as received by the latest mails and cables, and will be amplified in later issues. It is understood that the authorities are giving the subject their careful consideration and that a statement may be expected shortly. The report continues with further particulars of the matter, as received by the latest mails and cables, and will be amplified in later issues. It is understood that the authorities are giving the subject their careful consideration and that a statement may be expected shortly. The report continues with further particulars of the matter, as received by the latest mails and cables, and will be amplified in later issues. It is understood that the authorities are giving the subject their careful consideration and that a statement may be expected shortly. The report continues with further particulars of the matter, as received by the latest mails and cables, and will be amplified in later issues. It is understood that the authorities are giving the subject their careful consideration and that a statement may be expected shortly. The report continues with further particulars of the matter, as received by the latest mails and cables, and will be amplified in later issues. It is understood that the authorities are giving the subject their careful consideration and that a statement may be expected shortly. The report continues with further particulars of the matter, as received by the latest mails and cables, and will be amplified in later issues. It is understood that the authorities are giving the subject their careful consideration and that a statement may be expected shortly. The report continues with further particulars of the matter, as received by the latest mails and cables, and will be amplified in later issues. It is understood that the authorities are giving the subject their careful consideration and that a statement may be expected shortly. The report continues with further particulars of the matter, as received by the latest mails and cables, and will be amplified in later issues. It is understood that the authorities are giving the subject their careful consideration and that a statement may be expected shortly. The report continues with further particulars of the matter, as received by the latest mails and cables, and will be amplified in later issues. It is understood that the authorities are giving the subject their careful consideration and that a statement may be expected shortly. The report continues with further particulars of the matter, as received by the latest mails and cables, and will be amplified in later issues. It is understood that the authorities are giving the subject their careful consideration and that a statement may be expected shortly. The report continues with further particulars of the matter, as received by the latest mails and cables, and will be amplified in later issues. It is understood that the authorities are giving the subject their careful consideration and that a statement may be expected shortly.: [552, 288, 653, 1883]
- article-headline: AFTERNOON SHIFT IN NEW SOUTH WALES MINES: [769, 335, 872, 352]
- headline-rule: [263, 292, 290, 293]
- article: [334, 203, 436, 243]
- body-text-filler: The report continues with further particulars of the matter, as received by the latest mails and cables, and will be amplified in later issues. It is understood that the authorities are giving the subject their careful consideration and that a statement may be expected shortly. The report continues with further particulars of the matter, as received by the latest mails and cables, and will be amplified in later issues. It is understood that the authorities are giving the subject their careful consideration and that a statement may be expected shortly. The report continues with further particulars of the matter, as received by the latest mails and cables, and will be amplified in later issues. It is understood that the authorities are giving the subject their careful consideration and that a statement may be expected shortly. The report continues with further particulars of the matter, as received by the latest mails and cables, and will be amplified in later issues. It is understood that the authorities are giving the subject their careful consideration and that a statement may be expected shortly. The report continues with further particulars of the matter, as received by the latest mails and cables, and will be amplified in later issues. It is understood that the authorities are giving the subject their careful consideration and that a statement may be expected shortly. The report continues with further particulars of the matter, as received by the latest mails and cables, and will be amplified in later issues. It is understood that the authorities are giving the subject their careful consideration and that a statement may be expected shortly. The report continues with further particulars of the matter, as received by the latest mails and cables, and will be amplified in later issues. It is understood that the authorities are giving the subject their careful consideration and that a statement may be expected shortly. The report continues with further particulars of the matter, as received by the latest mails and cables, and will be amplified in later issues. It is understood that the authorities are giving the subject their careful consideration and that a statement may be expected shortly. The report continues with further particulars of the matter, as received by the latest mails and cables, and will be amplified in later issues. It is understood that the authorities are giving the subject their careful consideration and that a statement may be expected shortly. The report continues with further particulars of the matter, as received by the latest mails and cables, and will be amplified in later issues. It is understood that the authorities are giving the subject their careful consideration and that a statement may be expected shortly. The report continues with further particulars of the matter, as received by the latest mails and cables, and will be amplified in later issues. It is understood that the authorities are giving the subject their careful consideration and that a statement may be expected shortly. The report continues with further particulars of the matter, as received by the latest mails and cables, and will be amplified in later issues. It is understood that the authorities are giving the subject their careful consideration and that a statement may be expected shortly. The report continues with further particulars of the matter, as received by the latest mails and cables, and will be amplified in later issues. It is understood that the authorities are giving the subject their careful consideration and that a statement may be expected shortly. The report continues with further particulars of the matter, as received by the latest mails and cables, and will be amplified in later issues. It is understood that the authorities are giving the subject their careful consideration and that a statement may be expected shortly. The report continues with further particulars of the matter, as received by the latest mails and cables, and will be amplified in later issues. It is understood that the authorities are giving the subject their careful consideration and that a statement may be expected shortly. The report continues with further particulars of the matter, as received by the latest mails and cables, and will be amplified in later issues. It is understood that the authorities are giving the subject their careful consideration and that a statement may be expected shortly. The report continues with further particulars of the matter, as received by the latest mails and cables, and will be amplified in later issues. It is understood that the authorities are giving the subject their careful consideration and that a statement may be expected shortly. The report continues with further particulars of the matter, as received by the latest mails and cables, and will be amplified in later issues. It is understood that the authorities are giving the subject their careful consideration and that a statement may be expected shortly. The report continues with further particulars of the matter, as received by the latest mails and cables, and will be amplified in later issues. It is understood that the authorities are giving the subject their careful consideration and that a statement may be expected shortly. The report continues with further particulars of the matter, as received by the latest mails and cables, and will be amplified in later issues. It is understood that the authorities are giving the subject their careful consideration and that a statement may be expected shortly. The report continues with further particulars of the matter, as received by the latest mails and cables, and will be amplified in later issues. It is understood that the authorities are giving the subject their careful consideration and that a statement may be expected shortly. The report continues with further particulars of the matter, as received by the latest mails and cables, and will be amplified in later issues. It is understood that the authorities are giving the subject their careful consideration and that a statement may be expected shortly. The report continues with further particulars of the matter, as received by the latest mails and cables, and will be amplified in later issues. It is understood that the authorities are giving the subject their careful consideration and that a statement may be expected shortly. The report continues with further particulars of the matter, as received by the latest mails and cables, and will be amplified in later issues. It is understood that the authorities are giving the subject their careful consideration and that a statement may be expected shortly. The report continues with further particulars of the matter, as received by the latest mails and cables, and will be amplified in later issues. It is understood that the authorities are giving the subject their careful consideration and that a statement may be expected shortly. The report continues with further particulars of the matter, as received by the latest mails and cables, and will be amplified in later issues. It is understood that the authorities are giving the subject their careful consideration and that a statement may be expected shortly. The report continues with further particulars of the matter, as received by the latest mails and cables, and will be amplified in later issues. It is understood that the authorities are giving the subject their careful consideration and that a statement may be expected shortly. The report continues with further particulars of the matter, as received by the latest mails and cables, and will be amplified in later issues. It is understood that the authorities are giving the subject their careful consideration and that a statement may be expected shortly. The report continues with further particulars of the matter, as received by the latest mails and cables, and will be amplified in later issues. It is understood that the authorities are giving the subject their careful consideration and that a statement may be expected shortly. The report continues with further particulars of the matter, as received by the latest mails and cables, and will be amplified in later issues. It is understood that the authorities are giving the subject their careful consideration and that a statement may be expected shortly. The report continues with further particulars of the matter, as received by the latest mails and cables, and will be amplified in later issues. It is understood that the authorities are giving the subject their careful consideration and that a statement may be expected shortly. The report continues with further particulars of the matter, as received by the latest mails and cables, and will be amplified in later issues. It is understood that the authorities are giving the subject their careful consideration and that a statement may be expected shortly. The report continues with further particulars of the matter, as received by the latest mails and cables, and will be amplified in later issues. It is understood that the authorities are giving the subject their careful consideration and that a statement may be expected shortly. The report continues with further particulars of the matter, as received by the latest mails and cables, and will be amplified in later issues. It is understood that the authorities are giving the subject their careful consideration and that a statement may be expected shortly. The report continues with further particulars of the matter, as received by the latest mails and cables, and will be amplified in later issues. It is understood that the authorities are giving the subject their careful consideration and that a statement may be expected shortly. The report continues with further particulars of the matter, as received by the latest mails and cables, and will be amplified in later issues. It is understood that the authorities are giving the subject their careful consideration and that a statement may be expected shortly. The report continues with further particulars of the matter, as received by the latest mails and cables, and will be amplified in later issues. It is understood that the authorities are giving the subject their careful consideration and that a statement may be expected shortly. The report continues with further particulars of the matter, as received by the latest mails and cables, and will be amplified in later issues. It is understood that the authorities are giving the subject their careful consideration and that a statement may be expected shortly. The report continues with further particulars of the matter, as received by the latest mails and cables, and will be amplified in later issues. It is understood that the authorities are giving the subject their careful consideration and that a statement may be expected shortly. The report continues with further particulars of the matter, as received by the latest mails and cables, and will be amplified in later issues. It is understood that the authorities are giving the subject their careful consideration and that a statement may be expected shortly.: [769, 690, 872, 2280]
- headline-rule: [807, 218, 834, 219]
- body-text-filler: The report continues with further particulars of the matter, as received by the latest mails and cables, and will be amplified in later issues. It is understood that the authorities are giving the subject their careful consideration and that a statement may be expected shortly. The report continues with further particulars of the matter, as received by the latest mails and cables, and will be amplified in later issues. It is understood that the authorities are giving the subject their careful consideration and that a statement may be expected shortly. The report continues with further particulars of the matter, as received by the latest mails and cables, and will be amplified in later issues. It is understood that the authorities are giving the subject their careful consideration and that a statement may be expected shortly. The report continues with further particulars of the matter, as received by the latest mails and cables, and will be amplified in later issues. It is understood that the authorities are giving the subject their careful consideration and that a statement may be expected shortly. The report continues with further particulars of the matter, as received by the latest mails and cables, and will be amplified in later issues. It is understood that the authorities are giving the subject their careful consideration and that a statement may be expected shortly. The report continues with further particulars of the matter, as received by the latest mails and cables, and will be amplified in later issues. It is understood that the authorities are giving the subject their careful consideration and that a statement may be expected shortly. The report continues with further particulars of the matter, as received by the latest mails and cables, and will be amplified in later issues. It is understood that the authorities are giving the subject their careful consideration and that a statement may be expected shortly. The report continues with further particulars of the matter, as received by the latest mails and cables, and will be amplified in later issues. It is understood that the authorities are giving the subject their careful consideration and that a statement may be expected shortly. The report continues with further particulars of the matter, as received by the latest mails and cables, and will be amplified in later issues. It is understood that the authorities are giving the subject their careful consideration and that a statement may be expected shortly. The report continues with further particulars of the matter, as received by the latest mails and cables, and will be amplified in later issues. It is understood that the authorities are giving the subject their careful consideration and that a statement may be expected shortly. The report continues with further particulars of the matter, as received by the latest mails and cables, and will be amplified in later issues. It is understood that the authorities are giving the subject their careful consideration and that a statement may be expected shortly. The report continues with further particulars of the matter, as received by the latest mails and cables, and will be amplified in later issues. It is understood that the authorities are giving the subject their careful consideration and that a statement may be expected shortly. The report continues with further particulars of the matter, as received by the latest mails and cables, and will be amplified in later issues. It is understood that the authorities are giving the subject their careful consideration and that a statement may be expected shortly. The report continues with further particulars of the matter, as received by the latest mails and cables, and will be amplified in later issues. It is understood that the authorities are giving the subject their careful consideration and that a statement may be expected shortly. The report continues with further particulars of the matter, as received by the latest mails and cables, and will be amplified in later issues. It is understood that the authorities are giving the subject their careful consideration and that a statement may be expected shortly. The report continues with further particulars of the matter, as received by the latest mails and cables, and will be amplified in later issues. It is understood that the authorities are giving the subject their careful consideration and that a statement may be expected shortly. The report continues with further particulars of the matter, as received by the latest mails and cables, and will be amplified in later issues. It is understood that the authorities are giving the subject their careful consideration and that a statement may be expected shortly. The report continues with further particulars of the matter, as received by the latest mails and cables, and will be amplified in later issues. It is understood that the authorities are giving the subject their careful consideration and that a statement may be expected shortly. The report continues with further particulars of the matter, as received by the latest mails and cables, and will be amplified in later issues. It is understood that the authorities are giving the subject their careful consideration and that a statement may be expected shortly. The report continues with further particulars of the matter, as received by the latest mails and cables, and will be amplified in later issues. It is understood that the authorities are giving the subject their careful consideration and that a statement may be expected shortly. The report continues with further particulars of the matter, as received by the latest mails and cables, and will be amplified in later issues. It is understood that the authorities are giving the subject their careful consideration and that a statement may be expected shortly. The report continues with further particulars of the matter, as received by the latest mails and cables, and will be amplified in later issues. It is understood that the authorities are giving the subject their careful consideration and that a statement may be expected shortly. The report continues with further particulars of the matter, as received by the latest mails and cables, and will be amplified in later issues. It is understood that the authorities are giving the subject their careful consideration and that a statement may be expected shortly. The report continues with further particulars of the matter, as received by the latest mails and cables, and will be amplified in later issues. It is understood that the authorities are giving the subject their careful consideration and that a statement may be expected shortly. The report continues with further particulars of the matter, as received by the latest mails and cables, and will be amplified in later issues. It is understood that the authorities are giving the subject their careful consideration and that a statement may be expected shortly. The report continues with further particulars of the matter, as received by the latest mails and cables, and will be amplified in later issues. It is understood that the authorities are giving the subject their careful consideration and that a statement may be expected shortly. The report continues with further particulars of the matter, as received by the latest mails and cables, and will be amplified in later issues. It is understood that the authorities are giving the subject their careful consideration and that a statement may be expected shortly. The report continues with further particulars of the matter, as received by the latest mails and cables, and will be amplified in later issues. It is understood that the authorities are giving the subject their careful consideration and that a statement may be expected shortly. The report continues with further particulars of the matter, as received by the latest mails and cables, and will be amplified in later issues. It is understood that the authorities are giving the subject their careful consideration and that a statement may be expected shortly. The report continues with further particulars of the matter, as received by the latest mails and cables, and will be amplified in later issues. It is understood that the authorities are giving the subject their careful consideration and that a statement may be expected shortly. The report continues with further particulars of the matter, as received by the latest mails and cables, and will be amplified in later issues. It is understood that the authorities are giving the subject their careful consideration and that a statement may be expected shortly. The report continues with further particulars of the matter, as received by the latest mails and cables, and will be amplified in later issues. It is understood that the authorities are giving the subject their careful consideration and that a statement may be expected shortly. The report continues with further particulars of the matter, as received by the latest mails and cables, and will be amplified in later issues. It is understood that the authorities are giving the subject their careful consideration and that a statement may be expected shortly. The report continues with further particulars of the matter, as received by the latest mails and cables, and will be amplified in later issues. It is understood that the authorities are giving the subject their careful consideration and that a statement may be expected shortly. The report continues with further particulars of the matter, as received by the latest mails and cables, and will be amplified in later issues. It is understood that the authorities are giving the subject their careful consideration and that a statement may be expected shortly. The report continues with further particulars of the matter, as received by the latest mails and cables, and will be amplified in later issues. It is understood that the authorities are giving the subject their careful consideration and that a statement may be expected shortly. The report continues with further particulars of the matter, as received by the latest mails and cables, and will be amplified in later issues. It is understood that the authorities are giving the subject their careful consideration and that a statement may be expected shortly. The report continues with further particulars of the matter, as received by the latest mails and cables, and will be amplified in later issues. It is understood that the authorities are giving the subject their careful consideration and that a statement may be expected shortly. The report continues with further particulars of the matter, as received by the latest mails and cables, and will be amplified in later issues. It is understood that the authorities are giving the subject their careful consideration and that a statement may be expected shortly. The report continues with further particulars of the matter, as received by the latest mails and cables, and will be amplified in later issues. It is understood that the authorities are giving the subject their careful consideration and that a statement may be expected shortly.: [443, 355, 545, 1950]
- article: [334, 79, 436, 147]
- headline-rule: [263, 252, 290, 253]
- article-paragraph: Melbourne, March 9. With reference to the circularising of English firms by the Standardising Company, Australia, offering to trade with German manufacturers, Mr. Fisher states that effective measures will be taken.: [8, 217, 110, 251]
- column-5: [440, 32, 549, 1950]
- article-headline: LA TOURAINE AT HAVRE: [13, 675, 105, 683]
- article-headline: JAPANESE WOOL ORDERS IN SYDNEY: [772, 527, 869, 545]
- article-subhead: AND THE OFFICIAL ASSIGNEE: [229, 282, 323, 290]
- headline-rule: [154, 254, 181, 255]
- article-headline: MAYOR'S (NEW) FUND: [452, 181, 535, 190]
- body-text-filler: The report continues with further particulars of the matter, as received by the latest mails and cables, and will be amplified in later issues. It is understood that the authorities are giving the subject their careful consideration and that a statement may be expected shortly. The report continues with further particulars of the matter, as received by the latest mails and cables, and will be amplified in later issues. It is understood that the authorities are giving the subject their careful consideration and that a statement may be expected shortly. The report continues with further particulars of the matter, as received by the latest mails and cables, and will be amplified in later issues. It is understood that the authorities are giving the subject their careful consideration and that a statement may be expected shortly. The report continues with further particulars of the matter, as received by the latest mails and cables, and will be amplified in later issues. It is understood that the authorities are giving the subject their careful consideration and that a statement may be expected shortly. The report continues with further particulars of the matter, as received by the latest mails and cables, and will be amplified in later issues. It is understood that the authorities are giving the subject their careful consideration and that a statement may be expected shortly. The report continues with further particulars of the matter, as received by the latest mails and cables, and will be amplified in later issues. It is understood that the authorities are giving the subject their careful consideration and that a statement may be expected shortly. The report continues with further particulars of the matter, as received by the latest mails and cables, and will be amplified in later issues. It is understood that the authorities are giving the subject their careful consideration and that a statement may be expected shortly. The report continues with further particulars of the matter, as received by the latest mails and cables, and will be amplified in later issues. It is understood that the authorities are giving the subject their careful consideration and that a statement may be expected shortly. The report continues with further particulars of the matter, as received by the latest mails and cables, and will be amplified in later issues. It is understood that the authorities are giving the subject their careful consideration and that a statement may be expected shortly. The report continues with further particulars of the matter, as received by the latest mails and cables, and will be amplified in later issues. It is understood that the authorities are giving the subject their careful consideration and that a statement may be expected shortly. The report continues with further particulars of the matter, as received by the latest mails and cables, and will be amplified in later issues. It is understood that the authorities are giving the subject their careful consideration and that a statement may be expected shortly. The report continues with further particulars of the matter, as received by the latest mails and cables, and will be amplified in later issues. It is understood that the authorities are giving the subject their careful consideration and that a statement may be expected shortly. The report continues with further particulars of the matter, as received by the latest mails and cables, and will be amplified in later issues. It is understood that the authorities are giving the subject their careful consideration and that a statement may be expected shortly. The report continues with further particulars of the matter, as received by the latest mails and cables, and will be amplified in later issues. It is understood that the authorities are giving the subject their careful consideration and that a statement may be expected shortly. The report continues with further particulars of the matter, as received by the latest mails and cables, and will be amplified in later issues. It is understood that the authorities are giving the subject their careful consideration and that a statement may be expected shortly. The report continues with further particulars of the matter, as received by the latest mails and cables, and will be amplified in later issues. It is understood that the authorities are giving the subject their careful consideration and that a statement may be expected shortly. The report continues with further particulars of the matter, as received by the latest mails and cables, and will be amplified in later issues. It is understood that the authorities are giving the subject their careful consideration and that a statement may be expected shortly. The report continues with further particulars of the matter, as received by the latest mails and cables, and will be amplified in later issues. It is understood that the authorities are giving the subject their careful consideration and that a statement may be expected shortly. The report continues with further particulars of the matter, as received by the latest mails and cables, and will be amplified in later issues. It is understood that the authorities are giving the subject their careful consideration and that a statement may be expected shortly. The report continues with further particulars of the matter, as received by the latest mails and cables, and will be amplified in later issues. It is understood that the authorities are giving the subject their careful consideration and that a statement may be expected shortly. The report continues with further particulars of the matter, as received by the latest mails and cables, and will be amplified in later issues. It is understood that the authorities are giving the subject their careful consideration and that a statement may be expected shortly. The report continues with further particulars of the matter, as received by the latest mails and cables, and will be amplified in later issues. It is understood that the authorities are giving the subject their careful consideration and that a statement may be expected shortly. The report continues with further particulars of the matter, as received by the latest mails and cables, and will be amplified in later issues. It is understood that the authorities are giving the subject their careful consideration and that a statement may be expected shortly. The report continues with further particulars of the matter, as received by the latest mails and cables, and will be amplified in later issues. It is understood that the authorities are giving the subject their careful consideration and that a statement may be expected shortly. The report continues with further particulars of the matter, as received by the latest mails and cables, and will be amplified in later issues. It is understood that the authorities are giving the subject their careful consideration and that a statement may be expected shortly. The report continues with further particulars of the matter, as received by the latest mails and cables, and will be amplified in later issues. It is understood that the authorities are giving the subject their careful consideration and that a statement may be expected shortly. The report continues with further particulars of the matter, as received by the latest mails and cables, and will be amplified in later issues. It is understood that the authorities are giving the subject their careful consideration and that a statement may be expected shortly. The report continues with further particulars of the matter, as received by the latest mails and cables, and will be amplified in later issues. It is understood that the authorities are giving the subject their careful consideration and that a statement may be expected shortly. The report continues with further particulars of the matter, as received by the latest mails and cables, and will be amplified in later issues. It is understood that the authorities are giving the subject their careful consideration and that a statement may be expected shortly. The report continues with further particulars of the matter, as received by the latest mails and cables, and will be amplified in later issues. It is understood that the authorities are giving the subject their careful consideration and that a statement may be expected shortly. The report continues with further particulars of the matter, as received by the latest mails and cables, and will be amplified in later issues. It is understood that the authorities are giving the subject their careful consideration and that a statement may be expected shortly. The report continues with further particulars of the matter, as received by the latest mails and cables, and will be amplified in later issues. It is understood that the authorities are giving the subject their careful consideration and that a statement may be expected shortly. The report continues with further particulars of the matter, as received by the latest mails and cables, and will be amplified in later issues. It is understood that the authorities are giving the subject their careful consideration and that a statement may be expected shortly. The report continues with further particulars of the matter, as received by the latest mails and cables, and will be amplified in later issues. It is understood that the authorities are giving the subject their careful consideration and that a statement may be expected shortly. The report continues with further particulars of the matter, as received by the latest mails and cables, and will be amplified in later issues. It is understood that the authorities are giving the subject their careful consideration and that a statement may be expected shortly. The report continues with further particulars of the matter, as received by the latest mails and cables, and will be amplified in later issues. It is understood that the authorities are giving the subject their careful consideration and that a statement may be expected shortly. The report continues with further particulars of the matter, as received by the latest mails and cables, and will be amplified in later issues. It is understood that the authorities are giving the subject their careful consideration and that a statement may be expected shortly. The report continues with further particulars of the matter, as received by the latest mails and cables, and will be amplified in later issues. It is understood that the authorities are giving the subject their careful consideration and that a statement may be expected shortly. The report continues with further particulars of the matter, as received by the latest mails and cables, and will be amplified in later issues. It is understood that the authorities are giving the subject their careful consideration and that a statement may be expected shortly. The report continues with further particulars of the matter, as received by the latest mails and cables, and will be amplified in later issues. It is understood that the authorities are giving the subject their careful consideration and that a statement may be expected shortly.: [225, 323, 327, 1919]
- article-headline: CYCLING CHAMPIONSHIP: [772, 490, 869, 499]
- article: [8, 712, 110, 757]
- column-7: [657, 32, 766, 1862]
- article-headline: "GRAFT" ALLEGATIONS: [783, 32, 858, 54]
- article-paragraph: "I have not been able to establish a wet canteen in Egypt. Nobody has done so, though it has been frequently suggested.": [660, 98, 762, 115]
- article-headline: TRAGEDY IN PAPUA: [783, 145, 858, 154]
- article: [117, 342, 218, 396]
- article-headline: THE WATCHWORD OF REXONA: [670, 210, 753, 227]
- article-headline: GERMAN STEAMERS IN AUSTRALIA: [124, 449, 211, 466]
- article-headline: FRANCE'S RUINED HOMES: [9, 876, 109, 884]
- article-headline: JOCKEY CLUB TO DECIDE: [118, 400, 217, 409]
- headline-rule: [590, 65, 616, 66]
- article-headline: THE ALLIES' "DAY": [22, 128, 95, 137]
- headline-rule: [154, 412, 181, 413]
- article-paragraph: Copenhagen, March 8. The authorities will permit the steamer Blenda to sail if she goes direct to Dedeagatch in Bulgaria.: [117, 134, 218, 158]
- article: [8, 33, 110, 124]
- article-paragraph: The watchword of Rexona is "Rapid Healing." It is not denied that other ointments have healing properties, but none get to the root of the trouble so quickly.: [660, 232, 762, 261]
- article-paragraph: (By Telegraph—Press Association.) Dunedin, March 9. The Licensing Committee election for Dunedin South took place today.: [443, 326, 545, 350]
- article-paragraph: London, March 8. Mr. George Macaulay Trevelyan, the author, has returned from a tour of Servia.: [8, 287, 110, 304]
- article: [8, 876, 110, 919]
- article: [552, 137, 653, 174]
- article-paragraph: (By Telegraph—Press Association.) Napier, March 9. At the Napier Supreme Court today, four men were charged with conspiring to defraud. All were acquitted.: [443, 284, 545, 307]
- article-headline: CHINA AND JAPAN: [786, 385, 855, 394]
- article: [117, 449, 218, 504]
- article-subhead: NEW ZEALAND TROOPS AT SUEZ: [343, 55, 427, 70]
- article-headline: MINISTER IN REPLY: [565, 236, 640, 244]
- article: [8, 814, 110, 871]
- article-headline: PATRIOTIC FUNDS: [242, 189, 311, 198]
- article-paragraph: Sydney, March 9. Mr. Carmichael has definitely declined to reinstate himself for nomination.: [769, 221, 872, 239]
- article-headline: LICENSING ELECTIONS: [449, 312, 538, 321]
- article-paragraph: London, March 8. The steamer Bengrove, 3840 tons, was torpedoed and sunk off Ilfracombe (on the Devonshire coast) on Sunday. The crew were saved.: [117, 76, 218, 99]
- masthead: [5, 5, 872, 27]
- article-paragraph: London, March 8. A report from Soissons states that special trains are conveying to France fifty thousand French subjects, women, children and old men.: [8, 890, 110, 919]
- headline-rule: [46, 72, 73, 73]
- article: [117, 104, 218, 158]
- article-subhead: A WET CANTEEN?: [575, 55, 631, 62]
- article-subhead: NEW SOUTH WALES CABINET: [774, 208, 867, 216]
- column-3: [222, 32, 331, 1919]
- article: [769, 72, 872, 140]
- article-headline: HAPPY AS SANDBOYS: [248, 32, 304, 54]
- headline-rule: [46, 944, 73, 945]
- article: [8, 194, 110, 251]
- article-paragraph: (Rec. March 9, 8.45 p.m.) London, March 9. The English Jockey Club will consider at a meeting on March 16 the question of the continuance of racing during the war.: [117, 414, 218, 444]
- headline-rule: [590, 100, 616, 101]
- body-text-filler: The report continues with further particulars of the matter, as received by the latest mails and cables, and will be amplified in later issues. It is understood that the authorities are giving the subject their careful consideration and that a statement may be expected shortly. The report continues with further particulars of the matter, as received by the latest mails and cables, and will be amplified in later issues. It is understood that the authorities are giving the subject their careful consideration and that a statement may be expected shortly. The report continues with further particulars of the matter, as received by the latest mails and cables, and will be amplified in later issues. It is understood that the authorities are giving the subject their careful consideration and that a statement may be expected shortly. The report continues with further particulars of the matter, as received by the latest mails and cables, and will be amplified in later issues. It is understood that the authorities are giving the subject their careful consideration and that a statement may be expected shortly. The report continues with further particulars of the matter, as received by the latest mails and cables, and will be amplified in later issues. It is understood that the authorities are giving the subject their careful consideration and that a statement may be expected shortly. The report continues with further particulars of the matter, as received by the latest mails and cables, and will be amplified in later issues. It is understood that the authorities are giving the subject their careful consideration and that a statement may be expected shortly. The report continues with further particulars of the matter, as received by the latest mails and cables, and will be amplified in later issues. It is understood that the authorities are giving the subject their careful consideration and that a statement may be expected shortly. The report continues with further particulars of the matter, as received by the latest mails and cables, and will be amplified in later issues. It is understood that the authorities are giving the subject their careful consideration and that a statement may be expected shortly. The report continues with further particulars of the matter, as received by the latest mails and cables, and will be amplified in later issues. It is understood that the authorities are giving the subject their careful consideration and that a statement may be expected shortly. The report continues with further particulars of the matter, as received by the latest mails and cables, and will be amplified in later issues. It is understood that the authorities are giving the subject their careful consideration and that a statement may be expected shortly. The report continues with further particulars of the matter, as received by the latest mails and cables, and will be amplified in later issues. It is understood that the authorities are giving the subject their careful consideration and that a statement may be expected shortly. The report continues with further particulars of the matter, as received by the latest mails and cables, and will be amplified in later issues. It is understood that the authorities are giving the subject their careful consideration and that a statement may be expected shortly. The report continues with further particulars of the matter, as received by the latest mails and cables, and will be amplified in later issues. It is understood that the authorities are giving the subject their careful consideration and that a statement may be expected shortly. The report continues with further particulars of the matter, as received by the latest mails and cables, and will be amplified in later issues. It is understood that the authorities are giving the subject their careful consideration and that a statement may be expected shortly. The report continues with further particulars of the matter, as received by the latest mails and cables, and will be amplified in later issues. It is understood that the authorities are giving the subject their careful consideration and that a statement may be expected shortly. The report continues with further particulars of the matter, as received by the latest mails and cables, and will be amplified in later issues. It is understood that the authorities are giving the subject their careful consideration and that a statement may be expected shortly. The report continues with further particulars of the matter, as received by the latest mails and cables, and will be amplified in later issues. It is understood that the authorities are giving the subject their careful consideration and that a statement may be expected shortly. The report continues with further particulars of the matter, as received by the latest mails and cables, and will be amplified in later issues. It is understood that the authorities are giving the subject their careful consideration and that a statement may be expected shortly. The report continues with further particulars of the matter, as received by the latest mails and cables, and will be amplified in later issues. It is understood that the authorities are giving the subject their careful consideration and that a statement may be expected shortly. The report continues with further particulars of the matter, as received by the latest mails and cables, and will be amplified in later issues. It is understood that the authorities are giving the subject their careful consideration and that a statement may be expected shortly. The report continues with further particulars of the matter, as received by the latest mails and cables, and will be amplified in later issues. It is understood that the authorities are giving the subject their careful consideration and that a statement may be expected shortly. The report continues with further particulars of the matter, as received by the latest mails and cables, and will be amplified in later issues. It is understood that the authorities are giving the subject their careful consideration and that a statement may be expected shortly. The report continues with further particulars of the matter, as received by the latest mails and cables, and will be amplified in later issues. It is understood that the authorities are giving the subject their careful consideration and that a statement may be expected shortly. The report continues with further particulars of the matter, as received by the latest mails and cables, and will be amplified in later issues. It is understood that the authorities are giving the subject their careful consideration and that a statement may be expected shortly. The report continues with further particulars of the matter, as received by the latest mails and cables, and will be amplified in later issues. It is understood that the authorities are giving the subject their careful consideration and that a statement may be expected shortly. The report continues with further particulars of the matter, as received by the latest mails and cables, and will be amplified in later issues. It is understood that the authorities are giving the subject their careful consideration and that a statement may be expected shortly. The report continues with further particulars of the matter, as received by the latest mails and cables, and will be amplified in later issues. It is understood that the authorities are giving the subject their careful consideration and that a statement may be expected shortly. The report continues with further particulars of the matter, as received by the latest mails and cables, and will be amplified in later issues. It is understood that the authorities are giving the subject their careful consideration and that a statement may be expected shortly. The report continues with further particulars of the matter, as received by the latest mails and cables, and will be amplified in later issues. It is understood that the authorities are giving the subject their careful consideration and that a statement may be expected shortly. The report continues with further particulars of the matter, as received by the latest mails and cables, and will be amplified in later issues. It is understood that the authorities are giving the subject their careful consideration and that a statement may be expected shortly. The report continues with further particulars of the matter, as received by the latest mails and cables, and will be amplified in later issues. It is understood that the authorities are giving the subject their careful consideration and that a statement may be expected shortly. The report continues with further particulars of the matter, as received by the latest mails and cables, and will be amplified in later issues. It is understood that the authorities are giving the subject their careful consideration and that a statement may be expected shortly. The report continues with further particulars of the matter, as received by the latest mails and cables, and will be amplified in later issues. It is understood that the authorities are giving the subject their careful consideration and that a statement may be expected shortly. The report continues with further particulars of the matter, as received by the latest mails and cables, and will be amplified in later issues. It is understood that the authorities are giving the subject their careful consideration and that a statement may be expected shortly. The report continues with further particulars of the matter, as received by the latest mails and cables, and will be amplified in later issues. It is understood that the authorities are giving the subject their careful consideration and that a statement may be expected shortly. The report continues with further particulars of the matter, as received by the latest mails and cables, and will be amplified in later issues. It is understood that the authorities are giving the subject their careful consideration and that a statement may be expected shortly. The report continues with further particulars of the matter, as received by the latest mails and cables, and will be amplified in later issues. It is understood that the authorities are giving the subject their careful consideration and that a statement may be expected shortly. The report continues with further particulars of the matter, as received by the latest mails and cables, and will be amplified in later issues. It is understood that the authorities are giving the subject their careful consideration and that a statement may be expected shortly. The report continues with further particulars of the matter, as received by the latest mails and cables, and will be amplified in later issues. It is understood that the authorities are giving the subject their careful consideration and that a statement may be expected shortly. The report continues with further particulars of the matter, as received by the latest mails and cables, and will be amplified in later issues. It is understood that the authorities are giving the subject their careful consideration and that a statement may be expected shortly.: [660, 266, 762, 1862]
- article-subhead: TRAIL OF THE AUSTRIAN HORDE: [19, 266, 99, 281]
- article: [334, 33, 436, 73]
- article-subhead: HOW THE BRITISH TOMMY FARES: [16, 381, 102, 397]
- article-subhead: STEAMER HELD UP AT COPENHAGEN: [132, 113, 203, 129]
- article: [769, 429, 872, 485]
- article-headline: SHOULD NOT BE TREATED AS CHILDREN: [552, 179, 653, 196]
- article-headline: CHRISTMAS DAY FESTIVITIES: [244, 71, 308, 88]
- article: [8, 129, 110, 188]
- headline-rule: [807, 448, 834, 449]
- article-paragraph: In his annual address at the annual meeting of the New Zealand Accountants' and Auditors' Association last night, the president referred to the Bankruptcy Act.: [225, 296, 327, 318]
- article-subhead: COMPULSORY CONTRIBUTIONS: [225, 199, 327, 207]
- article-paragraph: Mr. Monteath replied to Mr. Allen's inquiry about closing the hotels to soldiers if a wet canteen were set up in camp.: [660, 133, 762, 156]
- article: [443, 182, 545, 214]
- article-headline: AWAITING THE TURKS: [347, 32, 423, 54]
- article-paragraph: (Rec. March 9, 11.50 p.m.) London, March 9. Fifteen thousand labourers in the Clyde shipyards will strike on Saturday unless one penny per hour increase is granted.: [8, 76, 110, 104]
- article-headline: THE BLOCKADE WAR: [126, 32, 209, 54]
- article: [769, 386, 872, 423]
- article: [443, 33, 545, 66]
- article-subhead: BRITISH STEAMER SUNK BY SUBMARINE: [123, 55, 212, 70]
- article: [225, 153, 327, 184]
- article-paragraph: London, March 8. The High Commissioner's daily report on the British Army casualties is as follows.: [8, 652, 110, 670]
- article-headline: NO PROFITS FOR THE MANAGEMENT: [453, 71, 534, 88]
- article-subhead: SHIPYARD LABOURERS MAY STRIKE: [13, 55, 104, 70]
- article: [443, 134, 545, 177]
- column-4: [331, 32, 440, 1926]
- article-subhead: A PRIZE COURT AWARD: [130, 468, 205, 475]
- article-paragraph: Amsterdam, March 7. Heavy rains in the Dixmude district has been damaged and forty are demolished. The Abbe d'Hoorne, of Ecoere, was shot in his churchyard.: [8, 947, 110, 976]
- article-headline: A SHOT IN THE NIGHT: [344, 248, 426, 257]
- article-headline: MAYOR'S PATRIOTIC FUND: [225, 241, 327, 250]
- article-headline: PRISONERS OF WAR: [21, 309, 96, 318]
- column-8: [766, 32, 875, 2280]
- headline-rule: [46, 541, 73, 542]
- article-headline: ONE CAUSE OF EXCESS: [559, 137, 646, 146]
- article-headline: CANADA'S HUGE WHEAT SUPPLIES: [12, 572, 106, 589]
- article-paragraph: "That is one difficulty—that the legislation prevents me from establishing a canteen. But I have had under very serious consideration the question of getting round the legislation, if it is possible to do it.": [660, 45, 762, 80]
- article-paragraph: Paris, March 8. German prisoners in France will henceforth be treated similarly to British prisoners in Germany.: [8, 340, 110, 358]
- article: [8, 363, 110, 426]
- article-subhead: CLOSER HOTELS TO SOLDIERS?: [660, 32, 762, 39]
- article-headline: DEPARTURE FROM ZEITOUN: [349, 79, 421, 95]
- article-paragraph: The desirability of establishing a wet canteen at Trentham Camp was urged by a deputation from the Moderate League, which waited upon the Hon. J. Allen, Minister of Defence, yesterday afternoon.: [552, 103, 653, 132]
- article-paragraph: (Rec. March 9, 5.30 p.m.) London, March 9. The "Times's" military correspondent states that the fact that the Allies have double the population of their enemies warrants every confidence.: [8, 159, 110, 188]
- article: [769, 573, 872, 634]
- article: [8, 310, 110, 358]
